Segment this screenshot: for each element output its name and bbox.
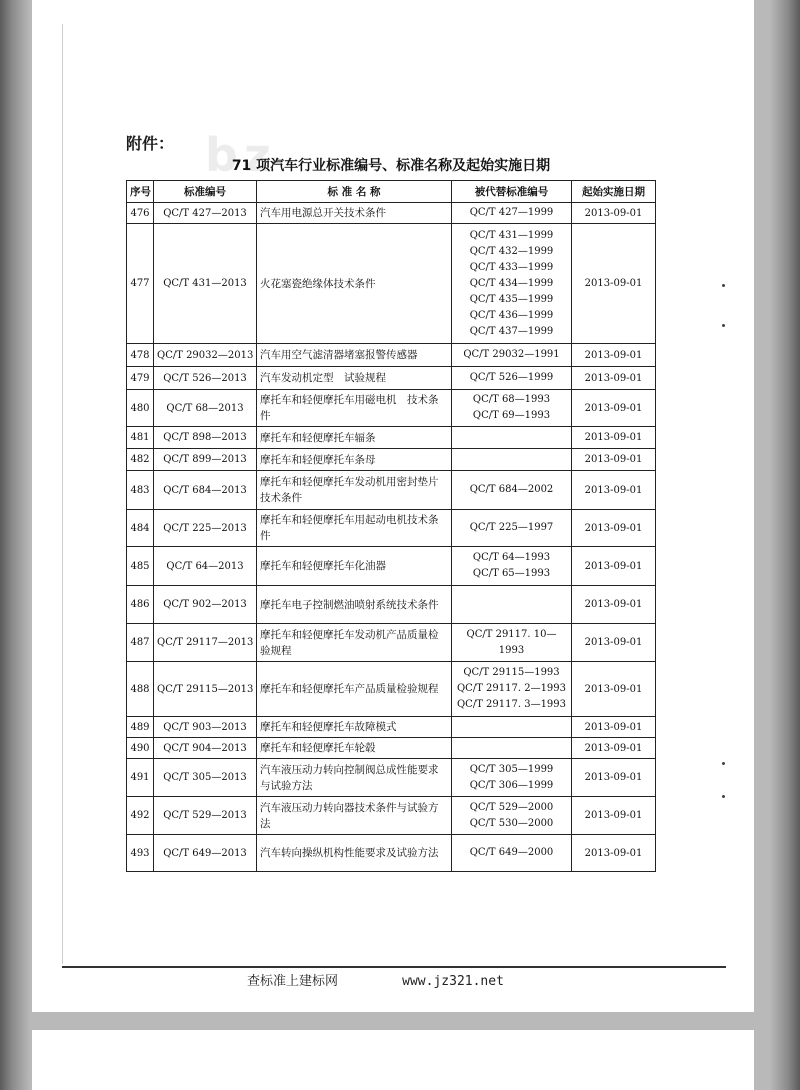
row-code: QC/T 902—2013 <box>154 586 257 624</box>
row-replaced: QC/T 431—1999 QC/T 432—1999 QC/T 433—1999 QC/T 434—1999 QC/T 435—1999 QC/T 436—1999 QC/T 437—1999 <box>452 224 572 344</box>
table-row <box>127 547 656 586</box>
table-row <box>127 586 656 624</box>
row-name: 汽车发动机定型 试验规程 <box>257 367 452 390</box>
row-no: 493 <box>127 835 154 872</box>
row-code: QC/T 649—2013 <box>154 835 257 872</box>
row-code: QC/T 68—2013 <box>154 390 257 427</box>
row-date: 2013-09-01 <box>572 717 656 738</box>
header-code: 标准编号 <box>154 181 257 203</box>
row-no: 478 <box>127 344 154 367</box>
row-replaced: QC/T 225—1997 <box>452 510 572 547</box>
row-date: 2013-09-01 <box>572 427 656 449</box>
row-date: 2013-09-01 <box>572 797 656 835</box>
row-no: 485 <box>127 547 154 586</box>
table-row <box>127 717 656 738</box>
row-replaced: QC/T 649—2000 <box>452 835 572 872</box>
table-row <box>127 471 656 510</box>
table-row <box>127 367 656 390</box>
row-name: 汽车液压动力转向控制阀总成性能要求与试验方法 <box>257 759 452 797</box>
table-row <box>127 427 656 449</box>
table-row <box>127 662 656 717</box>
table-row <box>127 624 656 662</box>
row-replaced: QC/T 29032—1991 <box>452 344 572 367</box>
row-code: QC/T 529—2013 <box>154 797 257 835</box>
row-name: 汽车转向操纵机构性能要求及试验方法 <box>257 835 452 872</box>
footer-text: 查标准上建标网 <box>247 974 339 989</box>
row-no: 489 <box>127 717 154 738</box>
row-no: 480 <box>127 390 154 427</box>
row-replaced: QC/T 64—1993 QC/T 65—1993 <box>452 547 572 586</box>
attachment-label: 附件： <box>126 134 175 153</box>
footer-url[interactable]: www.jz321.net <box>402 974 504 989</box>
table-row <box>127 224 656 344</box>
row-name: 摩托车和轻便摩托车产品质量检验规程 <box>257 662 452 717</box>
row-name: 摩托车和轻便摩托车故障模式 <box>257 717 452 738</box>
row-name: 汽车液压动力转向器技术条件与试验方法 <box>257 797 452 835</box>
row-date: 2013-09-01 <box>572 390 656 427</box>
row-no: 482 <box>127 449 154 471</box>
row-replaced: QC/T 526—1999 <box>452 367 572 390</box>
row-replaced <box>452 586 572 624</box>
table-row <box>127 390 656 427</box>
row-no: 488 <box>127 662 154 717</box>
row-date: 2013-09-01 <box>572 203 656 224</box>
scan-margin-line <box>62 24 63 964</box>
header-name: 标 准 名 称 <box>257 181 452 203</box>
row-name: 摩托车和轻便摩托车发动机产品质量检验规程 <box>257 624 452 662</box>
row-date: 2013-09-01 <box>572 224 656 344</box>
row-no: 479 <box>127 367 154 390</box>
row-replaced: QC/T 529—2000 QC/T 530—2000 <box>452 797 572 835</box>
watermark: bz <box>205 128 277 182</box>
row-no: 484 <box>127 510 154 547</box>
row-code: QC/T 903—2013 <box>154 717 257 738</box>
row-no: 492 <box>127 797 154 835</box>
row-code: QC/T 431—2013 <box>154 224 257 344</box>
scan-speck <box>722 324 725 327</box>
table-row <box>127 344 656 367</box>
row-name: 汽车用空气滤清器堵塞报警传感器 <box>257 344 452 367</box>
row-replaced <box>452 717 572 738</box>
row-replaced <box>452 427 572 449</box>
row-replaced: QC/T 29115—1993 QC/T 29117. 2—1993 QC/T 29117. 3—1993 <box>452 662 572 717</box>
scan-speck <box>722 795 725 798</box>
table-row <box>127 738 656 759</box>
footer <box>247 970 504 989</box>
row-date: 2013-09-01 <box>572 586 656 624</box>
scan-speck <box>722 762 725 765</box>
header-no: 序号 <box>127 181 154 203</box>
row-no: 481 <box>127 427 154 449</box>
row-code: QC/T 29115—2013 <box>154 662 257 717</box>
row-code: QC/T 64—2013 <box>154 547 257 586</box>
row-code: QC/T 904—2013 <box>154 738 257 759</box>
row-name: 摩托车和轻便摩托车发动机用密封垫片技术条件 <box>257 471 452 510</box>
row-name: 摩托车和轻便摩托车化油器 <box>257 547 452 586</box>
row-date: 2013-09-01 <box>572 510 656 547</box>
row-code: QC/T 526—2013 <box>154 367 257 390</box>
row-name: 汽车用电源总开关技术条件 <box>257 203 452 224</box>
row-replaced: QC/T 29117. 10—1993 <box>452 624 572 662</box>
table-row <box>127 510 656 547</box>
row-date: 2013-09-01 <box>572 367 656 390</box>
row-date: 2013-09-01 <box>572 547 656 586</box>
row-replaced: QC/T 305—1999 QC/T 306—1999 <box>452 759 572 797</box>
row-replaced: QC/T 427—1999 <box>452 203 572 224</box>
row-date: 2013-09-01 <box>572 471 656 510</box>
row-code: QC/T 684—2013 <box>154 471 257 510</box>
table-row <box>127 797 656 835</box>
row-name: 摩托车和轻便摩托车用磁电机 技术条件 <box>257 390 452 427</box>
row-replaced: QC/T 68—1993 QC/T 69—1993 <box>452 390 572 427</box>
row-replaced: QC/T 684—2002 <box>452 471 572 510</box>
footer-rule <box>62 966 726 968</box>
row-code: QC/T 305—2013 <box>154 759 257 797</box>
row-no: 486 <box>127 586 154 624</box>
row-code: QC/T 427—2013 <box>154 203 257 224</box>
table-row <box>127 835 656 872</box>
row-date: 2013-09-01 <box>572 835 656 872</box>
row-date: 2013-09-01 <box>572 344 656 367</box>
row-code: QC/T 29117—2013 <box>154 624 257 662</box>
row-replaced <box>452 738 572 759</box>
table-header-row <box>127 181 656 203</box>
row-name: 摩托车和轻便摩托车条母 <box>257 449 452 471</box>
row-name: 摩托车和轻便摩托车轮毂 <box>257 738 452 759</box>
standards-table <box>126 180 656 872</box>
row-no: 490 <box>127 738 154 759</box>
row-code: QC/T 899—2013 <box>154 449 257 471</box>
row-code: QC/T 225—2013 <box>154 510 257 547</box>
row-no: 487 <box>127 624 154 662</box>
header-date: 起始实施日期 <box>572 181 656 203</box>
row-date: 2013-09-01 <box>572 624 656 662</box>
header-replaced: 被代替标准编号 <box>452 181 572 203</box>
row-no: 476 <box>127 203 154 224</box>
next-page-edge <box>32 1030 754 1090</box>
page-title: 71 项汽车行业标准编号、标准名称及起始实施日期 <box>231 158 551 174</box>
row-date: 2013-09-01 <box>572 738 656 759</box>
table-row <box>127 449 656 471</box>
row-name: 摩托车和轻便摩托车辐条 <box>257 427 452 449</box>
row-no: 483 <box>127 471 154 510</box>
row-date: 2013-09-01 <box>572 759 656 797</box>
row-date: 2013-09-01 <box>572 662 656 717</box>
row-date: 2013-09-01 <box>572 449 656 471</box>
row-code: QC/T 898—2013 <box>154 427 257 449</box>
scan-speck <box>722 284 725 287</box>
row-name: 摩托车和轻便摩托车用起动电机技术条件 <box>257 510 452 547</box>
row-no: 477 <box>127 224 154 344</box>
row-code: QC/T 29032—2013 <box>154 344 257 367</box>
row-replaced <box>452 449 572 471</box>
table-row <box>127 203 656 224</box>
row-name: 火花塞瓷绝缘体技术条件 <box>257 224 452 344</box>
row-no: 491 <box>127 759 154 797</box>
row-name: 摩托车电子控制燃油喷射系统技术条件 <box>257 586 452 624</box>
table-row <box>127 759 656 797</box>
